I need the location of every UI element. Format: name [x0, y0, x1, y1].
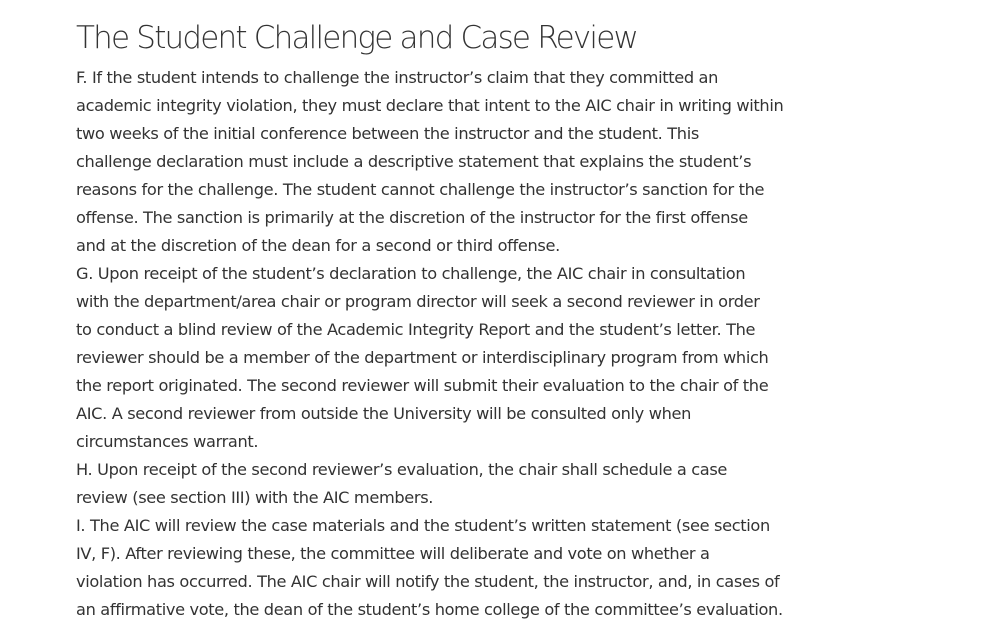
paragraph-h [76, 456, 836, 512]
document-content [76, 14, 836, 624]
paragraph-line: H. Upon receipt of the second reviewer’s evaluation, the chair shall schedule a case [76, 460, 728, 479]
paragraph-line: two weeks of the initial conference between the instructor and the student. This [76, 124, 699, 143]
paragraph-line: violation has occurred. The AIC chair will notify the student, the instructor, and, in cases of [76, 572, 780, 591]
paragraph-line: F. If the student intends to challenge the instructor’s claim that they committed an [76, 68, 719, 87]
paragraph-line: to conduct a blind review of the Academic Integrity Report and the student’s letter. The [76, 320, 756, 339]
paragraph-line: IV, F). After reviewing these, the committee will deliberate and vote on whether a [76, 544, 710, 563]
paragraph-line: review (see section III) with the AIC members. [76, 488, 434, 507]
paragraph-line: reasons for the challenge. The student cannot challenge the instructor’s sanction for the [76, 180, 765, 199]
paragraph-line: circumstances warrant. [76, 432, 259, 451]
paragraph-f [76, 64, 836, 260]
page-title: The Student Challenge and Case Review [76, 20, 638, 56]
paragraph-line: I. The AIC will review the case materials and the student’s written statement (see section [76, 516, 770, 535]
paragraph-line: an affirmative vote, the dean of the student’s home college of the committee’s evaluation. [76, 600, 783, 619]
paragraph-g [76, 260, 836, 456]
paragraph-line: the report originated. The second reviewer will submit their evaluation to the chair of the [76, 376, 769, 395]
paragraph-line: offense. The sanction is primarily at the discretion of the instructor for the first offense [76, 208, 748, 227]
paragraph-line: AIC. A second reviewer from outside the University will be consulted only when [76, 404, 692, 423]
paragraph-i [76, 512, 836, 624]
paragraph-line: G. Upon receipt of the student’s declaration to challenge, the AIC chair in consultation [76, 264, 746, 283]
paragraph-line: reviewer should be a member of the department or interdisciplinary program from which [76, 348, 769, 367]
paragraph-line: with the department/area chair or program director will seek a second reviewer in order [76, 292, 760, 311]
paragraph-line: academic integrity violation, they must declare that intent to the AIC chair in writing within [76, 96, 784, 115]
paragraph-line: and at the discretion of the dean for a second or third offense. [76, 236, 560, 255]
paragraph-line: challenge declaration must include a descriptive statement that explains the student’s [76, 152, 752, 171]
